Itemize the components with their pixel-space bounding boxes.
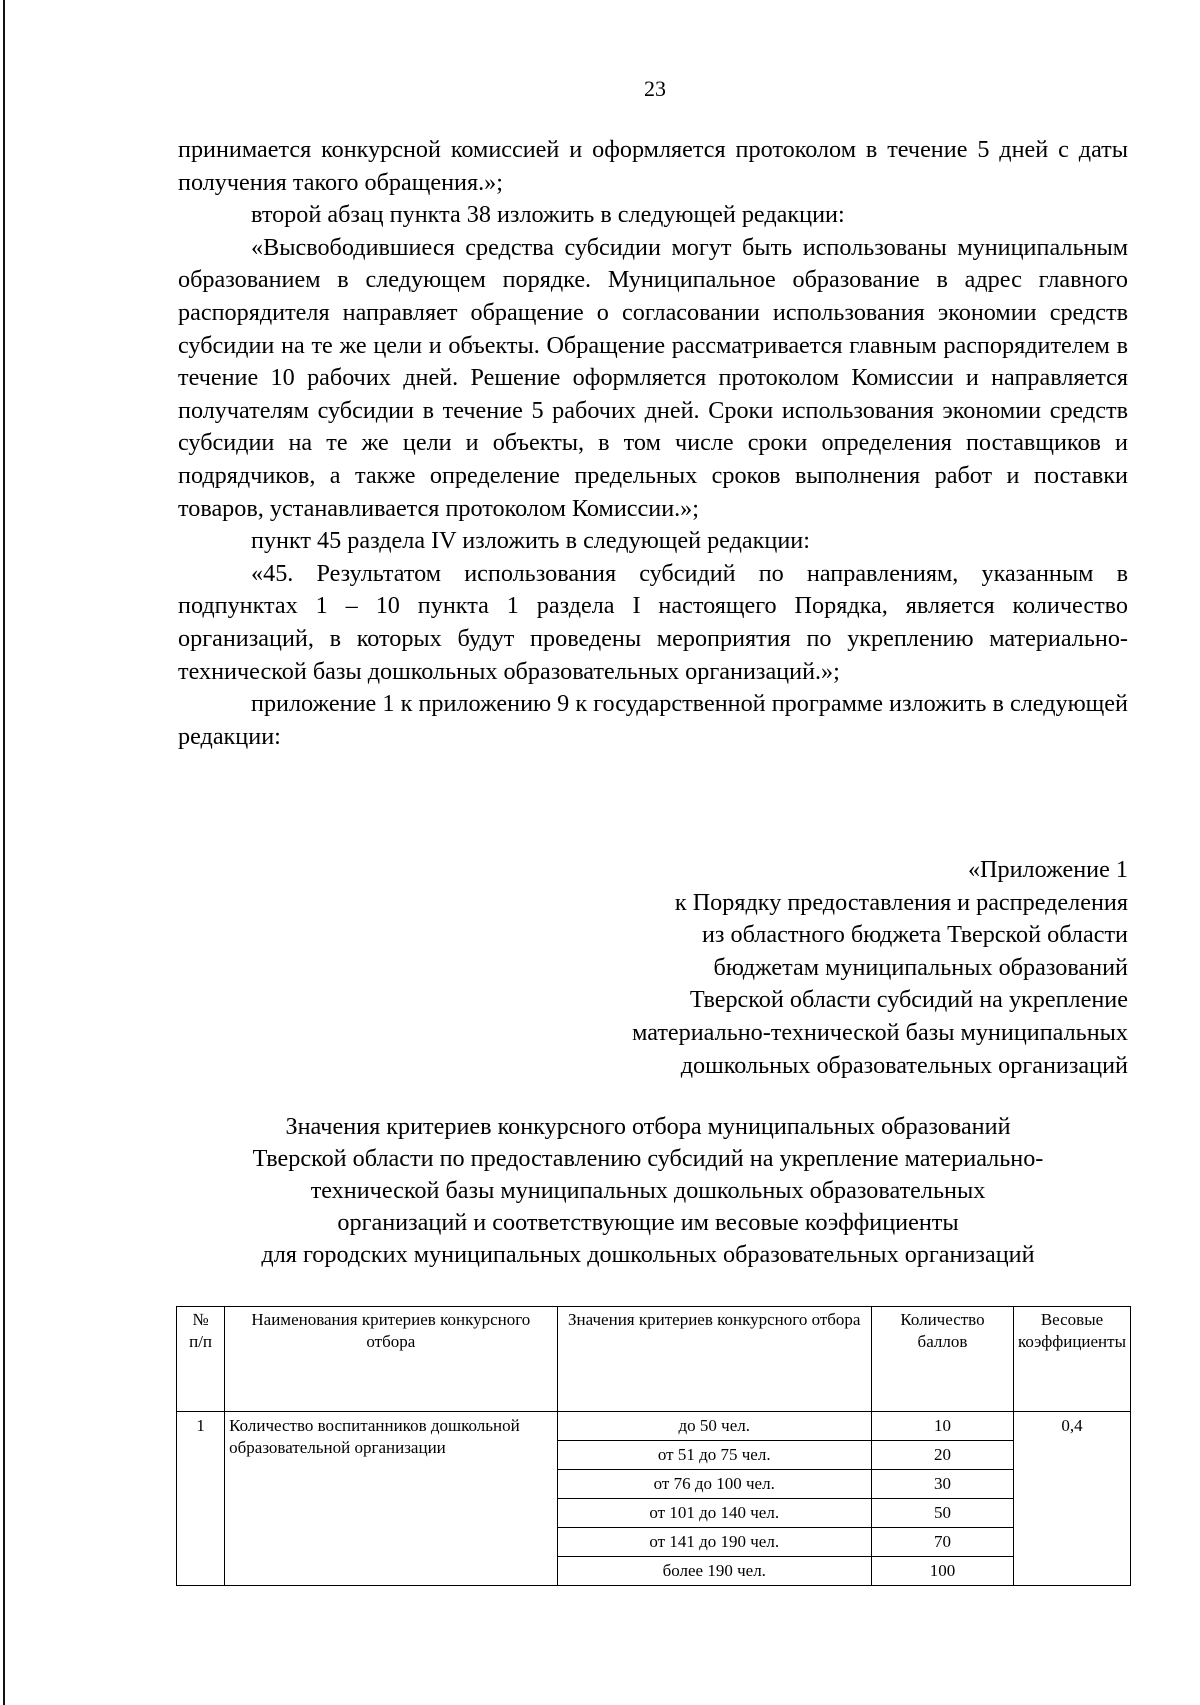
range-points: 70: [871, 1528, 1013, 1557]
range-value: от 101 до 140 чел.: [557, 1499, 871, 1528]
paragraph-continuation: принимается конкурсной комиссией и оформляется протоколом в течение 5 дней с даты получения такого обращения.»;: [178, 136, 1128, 196]
appendix-line: «Приложение 1: [967, 856, 1128, 883]
body-text: [178, 134, 1128, 753]
table-title-line: Значения критериев конкурсного отбора муниципальных образований: [285, 1113, 1011, 1140]
header-num-line1: №: [192, 1310, 209, 1329]
paragraph-quote-38: «Высвободившиеся средства субсидии могут быть использованы муниципальным образованием в следующем порядке. Муниципальное образование в адрес главного распорядителя направляет обращение о согласовании использования экономии средств субсидии на те же цели и объекты. Обращение рассматривается главным распорядителем в течение 10 рабочих дней. Решение оформляется протоколом Комиссии и направляется получателям субсидии в течение 5 рабочих дней. Сроки использования экономии средств субсидии на те же цели и объекты, в том числе сроки определения поставщиков и подрядчиков, а также определение предельных сроков выполнения работ и поставки товаров, устанавливается протоколом Комиссии.»;: [178, 233, 1128, 522]
appendix-header: [428, 854, 1128, 1082]
paragraph-quote-45: «45. Результатом использования субсидий по направлениям, указанным в подпунктах 1 – 10 пункта 1 раздела I настоящего Порядка, является количество организаций, в которых будут проведены мероприятия по укреплению материально-технической базы дошкольных образовательных организаций.»;: [178, 559, 1128, 685]
row-coefficient: 0,4: [1013, 1412, 1130, 1586]
paragraph-amendment-38: второй абзац пункта 38 изложить в следующей редакции:: [251, 201, 845, 229]
range-value: от 141 до 190 чел.: [557, 1528, 871, 1557]
appendix-line: бюджетам муниципальных образований: [713, 953, 1128, 981]
appendix-line: к Порядку предоставления и распределения: [674, 888, 1128, 916]
range-points: 20: [871, 1441, 1013, 1470]
range-value: от 76 до 100 чел.: [557, 1470, 871, 1499]
row-criteria-name: Количество воспитанников дошкольной образовательной организации: [225, 1412, 557, 1586]
page-number: 23: [644, 76, 666, 101]
scan-edge-line: [3, 0, 5, 1705]
header-coefficients: Весовые коэффициенты: [1013, 1307, 1130, 1412]
header-points: Количество баллов: [871, 1307, 1013, 1412]
header-criteria-values: Значения критериев конкурсного отбора: [557, 1307, 871, 1412]
range-points: 10: [871, 1412, 1013, 1441]
range-points: 50: [871, 1499, 1013, 1528]
table-title-line: организаций и соответствующие им весовые коэффициенты: [337, 1209, 959, 1236]
header-num-line2: п/п: [189, 1332, 213, 1351]
header-num: [177, 1307, 225, 1412]
range-value: более 190 чел.: [557, 1557, 871, 1586]
appendix-line: материально-технической базы муниципальных: [632, 1018, 1128, 1046]
appendix-line: из областного бюджета Тверской области: [701, 921, 1128, 949]
header-criteria-name: Наименования критериев конкурсного отбора: [225, 1307, 557, 1412]
row-num: 1: [177, 1412, 225, 1586]
appendix-line: Тверской области субсидий на укрепление: [689, 986, 1128, 1014]
range-value: от 51 до 75 чел.: [557, 1441, 871, 1470]
criteria-table: [176, 1306, 1131, 1586]
table-title-line: технической базы муниципальных дошкольных образовательных: [310, 1177, 986, 1204]
paragraph-appendix-amendment: приложение 1 к приложению 9 к государственной программе изложить в следующей редакции:: [178, 690, 1128, 750]
table-title: [170, 1111, 1126, 1271]
table-title-line: для городских муниципальных дошкольных образовательных организаций: [261, 1241, 1035, 1268]
paragraph-amendment-45: пункт 45 раздела IV изложить в следующей редакции:: [251, 527, 810, 555]
appendix-line: дошкольных образовательных организаций: [680, 1051, 1128, 1079]
range-points: 100: [871, 1557, 1013, 1586]
range-value: до 50 чел.: [557, 1412, 871, 1441]
table-row: [177, 1412, 1131, 1441]
range-points: 30: [871, 1470, 1013, 1499]
table-header-row: [177, 1307, 1131, 1412]
table-title-line: Тверской области по предоставлению субсидий на укрепление материально-: [252, 1145, 1044, 1172]
